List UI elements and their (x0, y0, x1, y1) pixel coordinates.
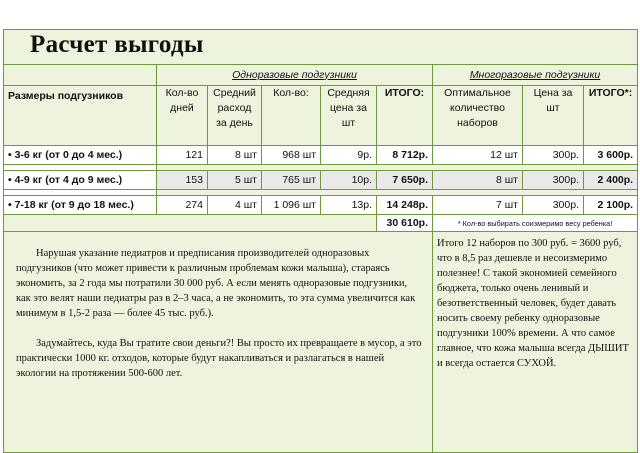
left-paragraph-1: Нарушая указание педиатров и предписания производителей одноразовых подгузников (что может привести к различным проблемам кожи малыша), стараясь экономить, за 2 года мы потратили 30 000 руб. А если менять одноразовые подгузники, как это велят наши педиатры раз в 2–3 часа, а не экономить, то эта сумма увеличится как минимум в 1,5-2 раза — более 45 тыс. руб.). (16, 248, 416, 319)
disposable-group-header: Одноразовые подгузники (157, 65, 433, 86)
row-price: 9р. (321, 146, 377, 165)
row-days: 274 (157, 196, 208, 215)
row-daily: 8 шт (208, 146, 262, 165)
row-size: • 7-18 кг (от 9 до 18 мес.) (4, 196, 157, 215)
reusable-group-header: Многоразовые подгузники (433, 65, 638, 86)
row-size: • 4-9 кг (от 4 до 9 мес.) (4, 171, 157, 190)
col-header-daily: Средний расход за день (208, 86, 262, 146)
col-header-avg-price: Средняя цена за шт (321, 86, 377, 146)
row-days: 153 (157, 171, 208, 190)
row-qty: 1 096 шт (262, 196, 321, 215)
row-daily: 4 шт (208, 196, 262, 215)
col-header-days: Кол-во дней (157, 86, 208, 146)
grand-total: 30 610р. (377, 215, 433, 232)
row-set-total: 2 100р. (584, 196, 638, 215)
group-spacer (4, 65, 157, 86)
left-text-block (4, 232, 433, 453)
row-qty: 968 шт (262, 146, 321, 165)
row-price: 13р. (321, 196, 377, 215)
col-header-price-each: Цена за шт (523, 86, 584, 146)
benefit-calculation-sheet (3, 29, 637, 448)
col-header-total-reusable: ИТОГО*: (584, 86, 638, 146)
row-total: 14 248р. (377, 196, 433, 215)
table-row (4, 146, 638, 165)
left-paragraph-2: Задумайтесь, куда Вы тратите свои деньги?! Вы просто их превращаете в мусор, а это практически 1000 кг. отходов, которые будут накапливаться и разлагаться в нашей экологии на протяжении 500-600 лет. (16, 338, 422, 379)
row-set-price: 300р. (523, 146, 584, 165)
row-total: 8 712р. (377, 146, 433, 165)
row-sets: 8 шт (433, 171, 523, 190)
row-price: 10р. (321, 171, 377, 190)
col-header-optimal-sets: Оптимальное количество наборов (433, 86, 523, 146)
row-qty: 765 шт (262, 171, 321, 190)
row-set-total: 2 400р. (584, 171, 638, 190)
row-sets: 12 шт (433, 146, 523, 165)
col-header-total-disposable: ИТОГО: (377, 86, 433, 146)
right-text-block (433, 232, 638, 453)
page-title: Расчет выгоды (30, 31, 204, 58)
title-bar (4, 30, 638, 65)
row-days: 121 (157, 146, 208, 165)
row-set-total: 3 600р. (584, 146, 638, 165)
table-row (4, 196, 638, 215)
row-set-price: 300р. (523, 171, 584, 190)
row-daily: 5 шт (208, 171, 262, 190)
total-spacer (4, 215, 377, 232)
calculation-table (3, 29, 638, 453)
row-size: • 3-6 кг (от 0 до 4 мес.) (4, 146, 157, 165)
row-set-price: 300р. (523, 196, 584, 215)
table-row (4, 171, 638, 190)
right-paragraph: Итого 12 наборов по 300 руб. = 3600 руб, что в 8,5 раз дешевле и несоизмеримо полезнее! С такой экономией семейного бюджета, только очень ленивый и безответственный человек, будет давать носить своему ребенку одноразовые подгузники 100% времени. А что самое главное, что кожа малыша всегда ДЫШИТ и всегда остается СУХОЙ. (437, 238, 629, 369)
row-total: 7 650р. (377, 171, 433, 190)
col-header-qty: Кол-во: (262, 86, 321, 146)
row-sets: 7 шт (433, 196, 523, 215)
footnote: * Кол-во выбирать соизмеримо весу ребенка! (433, 215, 638, 232)
col-header-sizes: Размеры подгузников (4, 86, 157, 146)
